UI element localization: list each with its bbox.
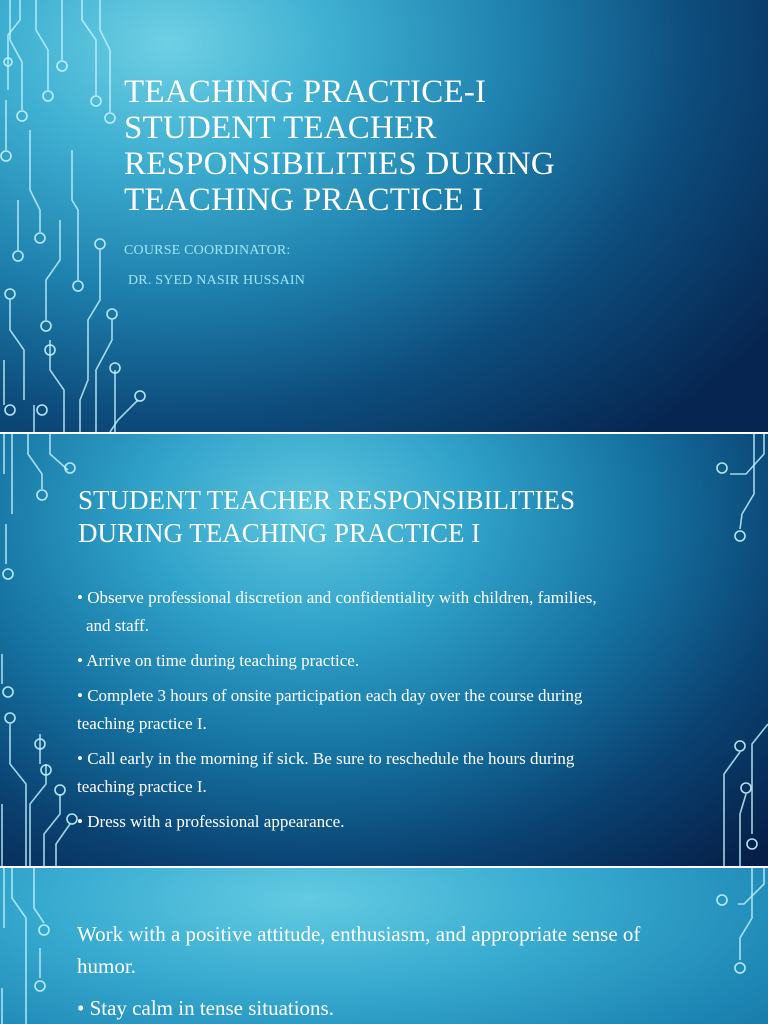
list-item-text: • Complete 3 hours of onsite participation each day over the course during xyxy=(77,686,583,705)
slide-title-line: RESPONSIBILITIES DURING xyxy=(124,146,555,182)
body-text: Work with a positive attitude, enthusiasm, and appropriate sense of xyxy=(77,922,641,946)
slide-title-line: STUDENT TEACHER RESPONSIBILITIES xyxy=(78,485,576,515)
slide-subtitle xyxy=(124,236,305,296)
list-item xyxy=(77,808,687,836)
slide-body xyxy=(77,918,717,1024)
slide-title xyxy=(124,74,744,218)
coordinator-name: DR. SYED NASIR HUSSAIN xyxy=(128,273,306,288)
attitude-slide xyxy=(0,868,768,1024)
list-item-text: • Arrive on time during teaching practice. xyxy=(77,651,360,670)
title-slide xyxy=(0,0,768,432)
responsibilities-list xyxy=(77,584,687,843)
list-item-text: • Observe professional discretion and confidentiality with children, families, xyxy=(77,588,597,607)
slide-title-line: DURING TEACHING PRACTICE I xyxy=(78,518,481,548)
list-item-continuation: teaching practice I. xyxy=(77,777,207,796)
list-item: • Stay calm in tense situations. xyxy=(77,996,334,1020)
course-coordinator-label: COURSE COORDINATOR: xyxy=(124,243,291,258)
list-item-text: • Dress with a professional appearance. xyxy=(77,812,345,831)
responsibilities-slide xyxy=(0,434,768,866)
body-text-continuation: humor. xyxy=(77,954,136,978)
slide-title-line: TEACHING PRACTICE-I xyxy=(124,74,487,110)
list-item xyxy=(77,745,687,801)
slide-title-line: STUDENT TEACHER xyxy=(124,110,437,146)
slide-title xyxy=(78,484,718,550)
list-item-continuation: teaching practice I. xyxy=(77,714,207,733)
list-item xyxy=(77,584,687,640)
list-item-text: • Call early in the morning if sick. Be sure to reschedule the hours during xyxy=(77,749,575,768)
list-item xyxy=(77,647,687,675)
list-item-continuation: and staff. xyxy=(86,616,149,635)
list-item xyxy=(77,682,687,738)
slide-title-line: TEACHING PRACTICE I xyxy=(124,182,484,218)
